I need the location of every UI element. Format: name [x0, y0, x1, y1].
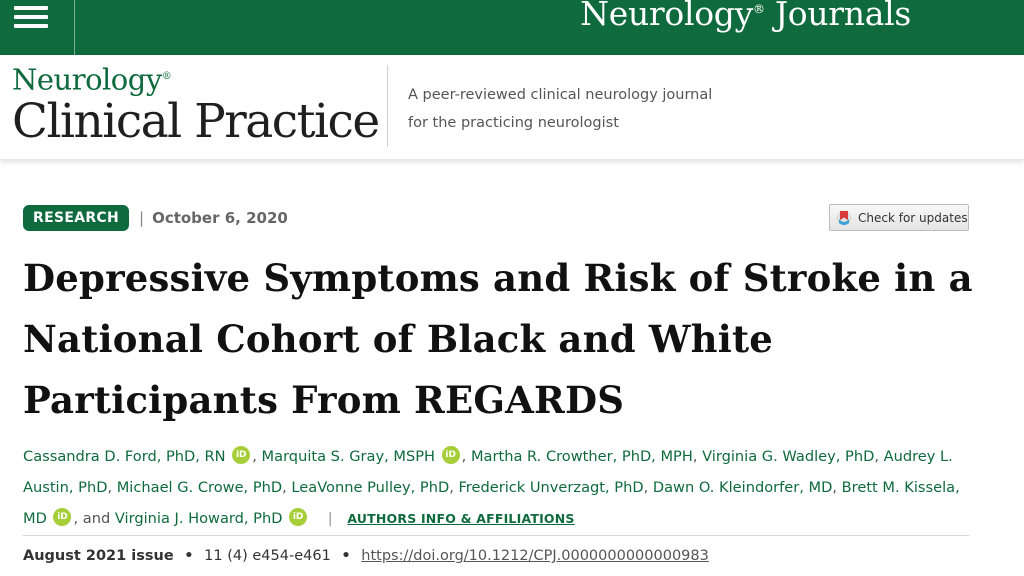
neurology-journals-logo[interactable]: [580, 0, 911, 33]
article-title: Depressive Symptoms and Risk of Stroke in a National Cohort of Black and White Participants From REGARDS: [23, 256, 973, 422]
check-for-updates-button[interactable]: [829, 204, 969, 231]
journal-tagline: [408, 81, 728, 137]
and-connector: , and: [73, 510, 111, 527]
orcid-icon[interactable]: iD: [442, 446, 460, 464]
affiliations-separator: |: [327, 510, 333, 527]
author-list: Cassandra D. Ford, PhD, RN iD , Marquita S. Gray, MSPH iD , Martha R. Crowther, PhD, MPH, Virginia G. Wadley, PhD, Audrey L. Austin, PhD, Michael G. Crowe, PhD, LeaVonne Pulley, PhD, Frederick Unverzagt, PhD, Dawn O. Kleindorfer, MD, Brett M. Kissela, MD iD , and Virginia J. Howard, PhD iD | AUTHORS INFO & AFFILIATIONS: [23, 448, 960, 527]
author-link[interactable]: Audrey L. Austin, PhD: [23, 448, 953, 496]
author-link[interactable]: Michael G. Crowe, PhD: [116, 479, 283, 496]
doi-link[interactable]: https://doi.org/10.1212/CPJ.0000000000000983: [361, 548, 709, 564]
orcid-icon[interactable]: iD: [289, 508, 307, 526]
author-link[interactable]: Virginia G. Wadley, PhD: [702, 448, 875, 465]
hamburger-menu-icon[interactable]: [14, 0, 54, 34]
issue-link[interactable]: August 2021 issue: [23, 548, 174, 564]
author-link[interactable]: Frederick Unverzagt, PhD: [458, 479, 644, 496]
journal-logo-top: [12, 60, 379, 97]
journal-logo-top-text: Neurology: [12, 62, 162, 97]
category-badge[interactable]: RESEARCH: [23, 205, 129, 231]
crossmark-icon: [836, 209, 852, 227]
authors-affiliations-link[interactable]: AUTHORS INFO & AFFILIATIONS: [347, 511, 575, 526]
orcid-icon[interactable]: iD: [53, 508, 71, 526]
issue-pages: 11 (4) e454-e461: [204, 548, 331, 564]
orcid-icon[interactable]: iD: [232, 446, 250, 464]
bullet-separator: •: [184, 548, 194, 564]
top-navigation-bar: [0, 0, 1024, 55]
author-link[interactable]: LeaVonne Pulley, PhD: [291, 479, 450, 496]
tagline-line-1: A peer-reviewed clinical neurology journal: [408, 87, 713, 103]
header-divider: [387, 65, 388, 147]
author-link[interactable]: Dawn O. Kleindorfer, MD: [652, 479, 833, 496]
journal-header: [0, 55, 1024, 159]
author-link[interactable]: Virginia J. Howard, PhD: [114, 510, 283, 527]
bullet-separator: •: [341, 548, 351, 564]
brand-registered-mark: ®: [752, 2, 765, 16]
author-link[interactable]: Martha R. Crowther, PhD, MPH: [470, 448, 693, 465]
author-link[interactable]: Marquita S. Gray, MSPH: [261, 448, 436, 465]
journal-logo[interactable]: [12, 60, 379, 149]
meta-separator: |: [139, 209, 145, 227]
journal-logo-registered-mark: ®: [161, 71, 172, 82]
author-link[interactable]: Brett M. Kissela, MD: [23, 479, 960, 527]
publication-date: October 6, 2020: [152, 209, 288, 227]
issue-info: [23, 535, 969, 564]
check-for-updates-label: Check for updates: [858, 210, 968, 225]
tagline-line-2: for the practicing neurologist: [408, 115, 619, 131]
brand-name: Neurology: [580, 0, 753, 33]
article-meta-row: [23, 205, 288, 231]
journal-logo-bottom: Clinical Practice: [12, 93, 379, 149]
brand-suffix: Journals: [774, 0, 911, 33]
author-link[interactable]: Cassandra D. Ford, PhD, RN: [23, 448, 226, 465]
topbar-divider: [74, 0, 75, 55]
